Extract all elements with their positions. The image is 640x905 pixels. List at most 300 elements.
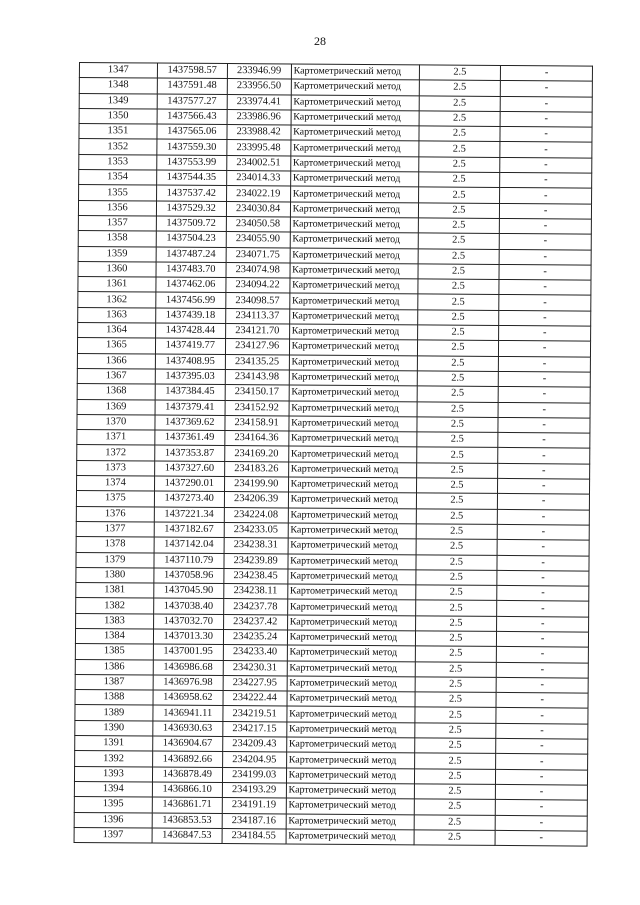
description-cell: - — [496, 677, 588, 693]
precision-cell: 2.5 — [416, 432, 498, 448]
x-coordinate-cell: 1436847.53 — [152, 828, 222, 844]
precision-cell: 2.5 — [414, 799, 496, 815]
y-coordinate-cell: 234230.31 — [223, 660, 287, 676]
page-number: 28 — [314, 34, 326, 48]
y-coordinate-cell: 234127.96 — [225, 339, 289, 355]
description-cell: - — [496, 693, 588, 709]
description-cell: - — [497, 555, 589, 571]
method-cell: Картометрический метод — [288, 508, 416, 524]
y-coordinate-cell: 233946.99 — [227, 64, 291, 80]
precision-cell: 2.5 — [417, 279, 499, 295]
description-cell: - — [497, 570, 589, 586]
x-coordinate-cell: 1437110.79 — [154, 553, 224, 569]
point-number-cell: 1362 — [78, 292, 156, 308]
y-coordinate-cell: 234237.78 — [223, 599, 287, 615]
y-coordinate-cell: 234233.40 — [223, 645, 287, 661]
y-coordinate-cell: 234022.19 — [226, 186, 290, 202]
method-cell: Картометрический метод — [287, 615, 415, 631]
x-coordinate-cell: 1437509.72 — [156, 216, 226, 232]
precision-cell: 2.5 — [418, 248, 500, 264]
point-number-cell: 1389 — [75, 705, 153, 721]
x-coordinate-cell: 1437462.06 — [156, 277, 226, 293]
method-cell: Картометрический метод — [291, 110, 419, 126]
x-coordinate-cell: 1437577.27 — [157, 94, 227, 110]
method-cell: Картометрический метод — [286, 768, 414, 784]
point-number-cell: 1355 — [79, 185, 157, 201]
method-cell: Картометрический метод — [291, 79, 419, 95]
description-cell: - — [497, 524, 589, 540]
point-number-cell: 1365 — [77, 338, 155, 354]
y-coordinate-cell: 233974.41 — [227, 94, 291, 110]
x-coordinate-cell: 1437013.30 — [153, 629, 223, 645]
point-number-cell: 1380 — [76, 567, 154, 583]
precision-cell: 2.5 — [418, 157, 500, 173]
precision-cell: 2.5 — [415, 677, 497, 693]
method-cell: Картометрический метод — [288, 553, 416, 569]
method-cell: Картометрический метод — [289, 309, 417, 325]
method-cell: Картометрический метод — [290, 156, 418, 172]
method-cell: Картометрический метод — [291, 125, 419, 141]
precision-cell: 2.5 — [415, 600, 497, 616]
coordinates-table-body — [74, 63, 592, 847]
point-number-cell: 1372 — [77, 445, 155, 461]
point-number-cell: 1379 — [76, 552, 154, 568]
precision-cell: 2.5 — [415, 616, 497, 632]
description-cell: - — [496, 754, 588, 770]
precision-cell: 2.5 — [414, 707, 496, 723]
x-coordinate-cell: 1437058.96 — [154, 568, 224, 584]
method-cell: Картометрический метод — [290, 232, 418, 248]
precision-cell: 2.5 — [416, 493, 498, 509]
x-coordinate-cell: 1437001.95 — [153, 644, 223, 660]
x-coordinate-cell: 1437559.30 — [157, 140, 227, 156]
x-coordinate-cell: 1437290.01 — [154, 476, 224, 492]
y-coordinate-cell: 234135.25 — [225, 354, 289, 370]
x-coordinate-cell: 1436853.53 — [152, 813, 222, 829]
point-number-cell: 1369 — [77, 399, 155, 415]
method-cell: Картометрический метод — [289, 401, 417, 417]
x-coordinate-cell: 1437456.99 — [156, 292, 226, 308]
point-number-cell: 1357 — [78, 215, 156, 231]
y-coordinate-cell: 234238.45 — [224, 568, 288, 584]
method-cell: Картометрический метод — [288, 462, 416, 478]
precision-cell: 2.5 — [419, 111, 501, 127]
y-coordinate-cell: 234199.03 — [222, 767, 286, 783]
point-number-cell: 1385 — [75, 644, 153, 660]
precision-cell: 2.5 — [419, 80, 501, 96]
precision-cell: 2.5 — [417, 386, 499, 402]
precision-cell: 2.5 — [414, 814, 496, 830]
point-number-cell: 1391 — [75, 736, 153, 752]
precision-cell: 2.5 — [415, 585, 497, 601]
method-cell: Картометрический метод — [287, 661, 415, 677]
point-number-cell: 1382 — [76, 598, 154, 614]
y-coordinate-cell: 234219.51 — [223, 706, 287, 722]
description-cell: - — [499, 280, 591, 296]
y-coordinate-cell: 234184.55 — [222, 828, 286, 844]
x-coordinate-cell: 1436892.66 — [152, 751, 222, 767]
x-coordinate-cell: 1437483.70 — [156, 262, 226, 278]
point-number-cell: 1378 — [76, 537, 154, 553]
x-coordinate-cell: 1437361.49 — [155, 430, 225, 446]
precision-cell: 2.5 — [416, 524, 498, 540]
y-coordinate-cell: 233986.96 — [227, 109, 291, 125]
precision-cell: 2.5 — [414, 753, 496, 769]
x-coordinate-cell: 1437408.95 — [155, 354, 225, 370]
point-number-cell: 1353 — [79, 154, 157, 170]
description-cell: - — [498, 387, 590, 403]
precision-cell: 2.5 — [416, 539, 498, 555]
x-coordinate-cell: 1437273.40 — [154, 491, 224, 507]
y-coordinate-cell: 234158.91 — [225, 415, 289, 431]
y-coordinate-cell: 234222.44 — [223, 691, 287, 707]
point-number-cell: 1384 — [75, 628, 153, 644]
x-coordinate-cell: 1437419.77 — [155, 338, 225, 354]
x-coordinate-cell: 1437487.24 — [156, 247, 226, 263]
y-coordinate-cell: 233988.42 — [227, 125, 291, 141]
precision-cell: 2.5 — [416, 447, 498, 463]
point-number-cell: 1368 — [77, 384, 155, 400]
method-cell: Картометрический метод — [286, 783, 414, 799]
x-coordinate-cell: 1437529.32 — [156, 201, 226, 217]
description-cell: - — [499, 341, 591, 357]
point-number-cell: 1373 — [77, 460, 155, 476]
y-coordinate-cell: 234074.98 — [226, 262, 290, 278]
point-number-cell: 1350 — [79, 108, 157, 124]
description-cell: - — [500, 188, 592, 204]
description-cell: - — [499, 371, 591, 387]
method-cell: Картометрический метод — [288, 431, 416, 447]
y-coordinate-cell: 234187.16 — [222, 813, 286, 829]
precision-cell: 2.5 — [415, 631, 497, 647]
x-coordinate-cell: 1437504.23 — [156, 231, 226, 247]
description-cell: - — [500, 142, 592, 158]
x-coordinate-cell: 1437142.04 — [154, 537, 224, 553]
precision-cell: 2.5 — [414, 723, 496, 739]
precision-cell: 2.5 — [416, 417, 498, 433]
x-coordinate-cell: 1436986.68 — [153, 660, 223, 676]
method-cell: Картометрический метод — [290, 140, 418, 156]
point-number-cell: 1364 — [78, 323, 156, 339]
x-coordinate-cell: 1437544.35 — [156, 170, 226, 186]
method-cell: Картометрический метод — [290, 217, 418, 233]
y-coordinate-cell: 234238.11 — [223, 584, 287, 600]
y-coordinate-cell: 234143.98 — [225, 369, 289, 385]
description-cell: - — [499, 325, 591, 341]
precision-cell: 2.5 — [418, 172, 500, 188]
x-coordinate-cell: 1436976.98 — [153, 675, 223, 691]
x-coordinate-cell: 1437221.34 — [154, 507, 224, 523]
point-number-cell: 1347 — [79, 63, 157, 79]
description-cell: - — [499, 264, 591, 280]
y-coordinate-cell: 234055.90 — [226, 232, 290, 248]
x-coordinate-cell: 1436866.10 — [152, 782, 222, 798]
y-coordinate-cell: 234094.22 — [226, 278, 290, 294]
method-cell: Картометрический метод — [287, 599, 415, 615]
description-cell: - — [500, 234, 592, 250]
x-coordinate-cell: 1436904.67 — [152, 736, 222, 752]
point-number-cell: 1359 — [78, 246, 156, 262]
description-cell: - — [500, 173, 592, 189]
y-coordinate-cell: 233956.50 — [227, 79, 291, 95]
point-number-cell: 1381 — [76, 583, 154, 599]
description-cell: - — [500, 157, 592, 173]
point-number-cell: 1377 — [76, 521, 154, 537]
x-coordinate-cell: 1437428.44 — [155, 323, 225, 339]
method-cell: Картометрический метод — [288, 569, 416, 585]
point-number-cell: 1348 — [79, 78, 157, 94]
method-cell: Картометрический метод — [287, 676, 415, 692]
precision-cell: 2.5 — [416, 478, 498, 494]
y-coordinate-cell: 234235.24 — [223, 630, 287, 646]
y-coordinate-cell: 234237.42 — [223, 614, 287, 630]
method-cell: Картометрический метод — [287, 691, 415, 707]
y-coordinate-cell: 234150.17 — [225, 385, 289, 401]
point-number-cell: 1354 — [79, 170, 157, 186]
y-coordinate-cell: 234238.31 — [224, 538, 288, 554]
point-number-cell: 1356 — [78, 200, 156, 216]
description-cell: - — [498, 433, 590, 449]
method-cell: Картометрический метод — [288, 492, 416, 508]
x-coordinate-cell: 1437032.70 — [153, 614, 223, 630]
description-cell: - — [497, 647, 589, 663]
method-cell: Картометрический метод — [289, 416, 417, 432]
method-cell: Картометрический метод — [289, 293, 417, 309]
y-coordinate-cell: 234233.05 — [224, 522, 288, 538]
point-number-cell: 1361 — [78, 277, 156, 293]
point-number-cell: 1363 — [78, 307, 156, 323]
method-cell: Картометрический метод — [290, 202, 418, 218]
precision-cell: 2.5 — [416, 554, 498, 570]
point-number-cell: 1394 — [74, 781, 152, 797]
point-number-cell: 1358 — [78, 231, 156, 247]
point-number-cell: 1387 — [75, 674, 153, 690]
x-coordinate-cell: 1436958.62 — [153, 690, 223, 706]
description-cell: - — [500, 111, 592, 127]
x-coordinate-cell: 1437439.18 — [155, 308, 225, 324]
precision-cell: 2.5 — [415, 692, 497, 708]
description-cell: - — [498, 478, 590, 494]
description-cell: - — [496, 738, 588, 754]
x-coordinate-cell: 1437565.06 — [157, 124, 227, 140]
point-number-cell: 1392 — [75, 751, 153, 767]
precision-cell: 2.5 — [417, 340, 499, 356]
description-cell: - — [498, 417, 590, 433]
method-cell: Картометрический метод — [286, 814, 414, 830]
y-coordinate-cell: 234217.15 — [222, 721, 286, 737]
precision-cell: 2.5 — [415, 646, 497, 662]
y-coordinate-cell: 234204.95 — [222, 752, 286, 768]
y-coordinate-cell: 234206.39 — [224, 492, 288, 508]
precision-cell: 2.5 — [419, 126, 501, 142]
method-cell: Картометрический метод — [288, 477, 416, 493]
point-number-cell: 1390 — [75, 720, 153, 736]
y-coordinate-cell: 234164.36 — [225, 431, 289, 447]
y-coordinate-cell: 234113.37 — [225, 308, 289, 324]
method-cell: Картометрический метод — [290, 186, 418, 202]
description-cell: - — [498, 509, 590, 525]
precision-cell: 2.5 — [417, 401, 499, 417]
y-coordinate-cell: 233995.48 — [227, 140, 291, 156]
precision-cell: 2.5 — [417, 356, 499, 372]
point-number-cell: 1388 — [75, 690, 153, 706]
method-cell: Картометрический метод — [289, 339, 417, 355]
description-cell: - — [496, 769, 588, 785]
x-coordinate-cell: 1437553.99 — [157, 155, 227, 171]
point-number-cell: 1397 — [74, 827, 152, 843]
method-cell: Картометрический метод — [286, 752, 414, 768]
description-cell: - — [498, 494, 590, 510]
description-cell: - — [498, 448, 590, 464]
y-coordinate-cell: 234071.75 — [226, 247, 290, 263]
method-cell: Картометрический метод — [288, 446, 416, 462]
description-cell: - — [497, 631, 589, 647]
point-number-cell: 1395 — [74, 797, 152, 813]
x-coordinate-cell: 1437045.90 — [154, 583, 224, 599]
description-cell: - — [499, 249, 591, 265]
method-cell: Картометрический метод — [289, 324, 417, 340]
precision-cell: 2.5 — [417, 371, 499, 387]
y-coordinate-cell: 234209.43 — [222, 737, 286, 753]
method-cell: Картометрический метод — [289, 355, 417, 371]
y-coordinate-cell: 234227.95 — [223, 675, 287, 691]
y-coordinate-cell: 234193.29 — [222, 782, 286, 798]
point-number-cell: 1376 — [76, 506, 154, 522]
x-coordinate-cell: 1437369.62 — [155, 415, 225, 431]
description-cell: - — [495, 815, 587, 831]
method-cell: Картометрический метод — [287, 645, 415, 661]
point-number-cell: 1386 — [75, 659, 153, 675]
method-cell: Картометрический метод — [286, 737, 414, 753]
point-number-cell: 1352 — [79, 139, 157, 155]
description-cell: - — [497, 601, 589, 617]
point-number-cell: 1371 — [77, 430, 155, 446]
method-cell: Картометрический метод — [288, 538, 416, 554]
method-cell: Картометрический метод — [287, 706, 415, 722]
y-coordinate-cell: 234098.57 — [225, 293, 289, 309]
precision-cell: 2.5 — [415, 570, 497, 586]
precision-cell: 2.5 — [417, 325, 499, 341]
y-coordinate-cell: 234183.26 — [224, 461, 288, 477]
description-cell: - — [497, 616, 589, 632]
point-number-cell: 1351 — [79, 124, 157, 140]
y-coordinate-cell: 234224.08 — [224, 507, 288, 523]
precision-cell: 2.5 — [419, 65, 501, 81]
precision-cell: 2.5 — [418, 233, 500, 249]
x-coordinate-cell: 1437038.40 — [153, 598, 223, 614]
method-cell: Картометрический метод — [287, 584, 415, 600]
x-coordinate-cell: 1436930.63 — [153, 721, 223, 737]
method-cell: Картометрический метод — [290, 278, 418, 294]
precision-cell: 2.5 — [414, 769, 496, 785]
point-number-cell: 1366 — [77, 353, 155, 369]
precision-cell: 2.5 — [414, 738, 496, 754]
precision-cell: 2.5 — [418, 187, 500, 203]
point-number-cell: 1367 — [77, 368, 155, 384]
precision-cell: 2.5 — [418, 203, 500, 219]
method-cell: Картометрический метод — [286, 798, 414, 814]
description-cell: - — [498, 402, 590, 418]
x-coordinate-cell: 1437384.45 — [155, 384, 225, 400]
y-coordinate-cell: 234169.20 — [224, 446, 288, 462]
description-cell: - — [497, 586, 589, 602]
description-cell: - — [496, 723, 588, 739]
point-number-cell: 1393 — [74, 766, 152, 782]
description-cell: - — [497, 540, 589, 556]
method-cell: Картометрический метод — [289, 385, 417, 401]
description-cell: - — [500, 218, 592, 234]
precision-cell: 2.5 — [416, 508, 498, 524]
coordinates-table — [74, 62, 593, 847]
x-coordinate-cell: 1436861.71 — [152, 797, 222, 813]
method-cell: Картометрический метод — [291, 95, 419, 111]
point-number-cell: 1375 — [76, 491, 154, 507]
description-cell: - — [496, 800, 588, 816]
point-number-cell: 1396 — [74, 812, 152, 828]
y-coordinate-cell: 234199.90 — [224, 477, 288, 493]
point-number-cell: 1383 — [76, 613, 154, 629]
description-cell: - — [501, 81, 593, 97]
x-coordinate-cell: 1437566.43 — [157, 109, 227, 125]
precision-cell: 2.5 — [417, 294, 499, 310]
x-coordinate-cell: 1436941.11 — [153, 705, 223, 721]
method-cell: Картометрический метод — [287, 630, 415, 646]
y-coordinate-cell: 234002.51 — [226, 155, 290, 171]
description-cell: - — [496, 784, 588, 800]
method-cell: Картометрический метод — [290, 171, 418, 187]
point-number-cell: 1370 — [77, 414, 155, 430]
y-coordinate-cell: 234030.84 — [226, 201, 290, 217]
x-coordinate-cell: 1437537.42 — [156, 185, 226, 201]
precision-cell: 2.5 — [418, 264, 500, 280]
method-cell: Картометрический метод — [290, 248, 418, 264]
x-coordinate-cell: 1437182.67 — [154, 522, 224, 538]
x-coordinate-cell: 1436878.49 — [152, 767, 222, 783]
x-coordinate-cell: 1437327.60 — [154, 461, 224, 477]
precision-cell: 2.5 — [415, 661, 497, 677]
precision-cell: 2.5 — [417, 310, 499, 326]
precision-cell: 2.5 — [418, 141, 500, 157]
precision-cell: 2.5 — [419, 95, 501, 111]
precision-cell: 2.5 — [418, 218, 500, 234]
description-cell: - — [499, 295, 591, 311]
method-cell: Картометрический метод — [290, 263, 418, 279]
precision-cell: 2.5 — [416, 463, 498, 479]
description-cell: - — [501, 65, 593, 81]
description-cell: - — [498, 463, 590, 479]
table-row — [74, 827, 587, 846]
y-coordinate-cell: 234050.58 — [226, 216, 290, 232]
x-coordinate-cell: 1437379.41 — [155, 400, 225, 416]
y-coordinate-cell: 234191.19 — [222, 798, 286, 814]
y-coordinate-cell: 234014.33 — [226, 171, 290, 187]
description-cell: - — [497, 662, 589, 678]
precision-cell: 2.5 — [414, 830, 496, 846]
method-cell: Картометрический метод — [288, 523, 416, 539]
point-number-cell: 1360 — [78, 261, 156, 277]
x-coordinate-cell: 1437598.57 — [157, 63, 227, 79]
description-cell: - — [496, 708, 588, 724]
y-coordinate-cell: 234152.92 — [225, 400, 289, 416]
x-coordinate-cell: 1437591.48 — [157, 78, 227, 94]
method-cell: Картометрический метод — [286, 722, 414, 738]
description-cell: - — [499, 310, 591, 326]
description-cell: - — [500, 96, 592, 112]
x-coordinate-cell: 1437353.87 — [154, 445, 224, 461]
method-cell: Картометрический метод — [291, 64, 419, 80]
description-cell: - — [500, 203, 592, 219]
description-cell: - — [499, 356, 591, 372]
